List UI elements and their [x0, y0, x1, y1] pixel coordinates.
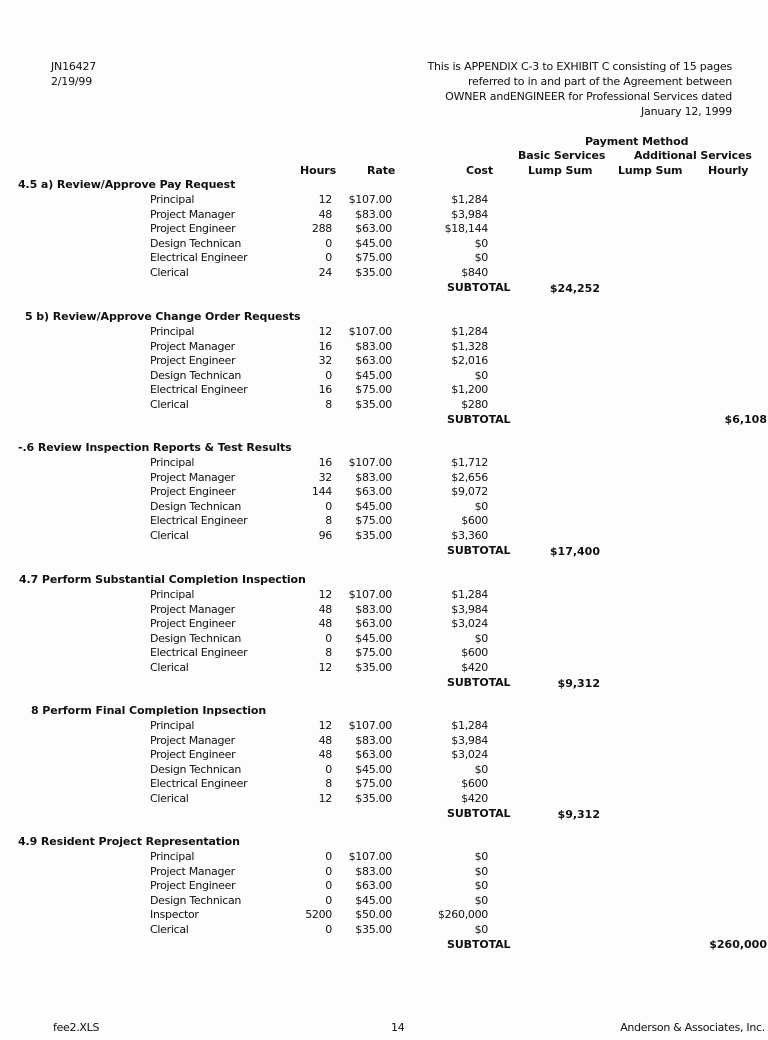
subtotal-label: SUBTOTAL	[447, 280, 511, 294]
cost: $1,328	[451, 339, 488, 353]
rate: $107.00	[348, 719, 392, 732]
hours-column-header: Hours	[300, 164, 337, 177]
table-row	[0, 865, 768, 880]
section-title: 4.5 a) Review/Approve Pay Request	[18, 178, 236, 191]
table-row	[0, 222, 768, 237]
role: Project Engineer	[150, 617, 236, 631]
hours: 16	[318, 383, 332, 397]
table-row	[0, 850, 768, 865]
rate: $75.00	[355, 383, 392, 397]
table-row	[0, 777, 768, 792]
cost: $1,284	[451, 719, 488, 732]
cost: $0	[474, 893, 488, 907]
rate: $63.00	[355, 222, 392, 236]
cost: $1,284	[451, 588, 488, 601]
table-row	[0, 792, 768, 807]
hours: 12	[318, 193, 332, 206]
hourly-column-header: Hourly	[708, 164, 749, 177]
cost: $280	[461, 398, 488, 411]
role: Project Manager	[150, 864, 235, 878]
hours: 144	[311, 485, 332, 499]
hours: 48	[318, 748, 332, 762]
role: Clerical	[150, 792, 189, 805]
cost: $3,984	[451, 602, 488, 616]
hours: 0	[325, 923, 332, 936]
hours: 0	[325, 893, 332, 907]
role: Project Engineer	[150, 485, 236, 499]
additional-services-header: Additional Services	[634, 149, 752, 162]
role: Electrical Engineer	[150, 383, 248, 397]
subtotal-label: SUBTOTAL	[447, 937, 511, 951]
subtotal-basic-lump-sum: $24,252	[549, 282, 600, 295]
subtotal-basic-lump-sum: $9,312	[557, 677, 600, 690]
hours: 8	[325, 514, 332, 528]
section-title: 5 b) Review/Approve Change Order Requests	[25, 310, 301, 323]
rate: $75.00	[355, 251, 392, 265]
rate: $35.00	[355, 792, 392, 805]
role: Clerical	[150, 398, 189, 411]
subtotal-label: SUBTOTAL	[447, 806, 511, 820]
footer-company: Anderson & Associates, Inc.	[620, 1021, 765, 1034]
table-row	[0, 485, 768, 500]
hours: 0	[325, 879, 332, 893]
rate: $107.00	[348, 588, 392, 601]
rate: $107.00	[348, 325, 392, 338]
rate: $35.00	[355, 266, 392, 279]
rate: $63.00	[355, 617, 392, 631]
cost: $840	[461, 266, 488, 279]
subtotal-label: SUBTOTAL	[447, 412, 511, 426]
table-row	[0, 588, 768, 603]
rate: $63.00	[355, 879, 392, 893]
cost: $2,656	[451, 470, 488, 484]
role: Project Engineer	[150, 354, 236, 368]
rate: $83.00	[355, 864, 392, 878]
cost: $260,000	[437, 908, 488, 922]
cost: $3,984	[451, 207, 488, 221]
hours: 48	[318, 617, 332, 631]
role: Principal	[150, 719, 195, 732]
hours: 24	[318, 266, 332, 279]
role: Project Manager	[150, 733, 235, 747]
footer-page-number: 14	[391, 1021, 405, 1034]
hours: 12	[318, 325, 332, 338]
hours: 16	[318, 456, 332, 469]
table-row	[0, 879, 768, 894]
hours: 12	[318, 661, 332, 674]
cost: $1,284	[451, 325, 488, 338]
role: Project Manager	[150, 470, 235, 484]
subtotal-label: SUBTOTAL	[447, 675, 511, 689]
cost: $0	[474, 251, 488, 265]
cost: $600	[461, 777, 488, 791]
cost: $1,284	[451, 193, 488, 206]
role: Design Technican	[150, 762, 242, 776]
hours: 16	[318, 339, 332, 353]
payment-method-header: Payment Method	[585, 135, 689, 148]
cost: $0	[474, 850, 488, 863]
hours: 0	[325, 850, 332, 863]
appendix-line: OWNER andENGINEER for Professional Services dated	[445, 90, 732, 103]
hours: 96	[318, 529, 332, 542]
rate: $63.00	[355, 748, 392, 762]
cost: $3,984	[451, 733, 488, 747]
role: Project Manager	[150, 339, 235, 353]
hours: 32	[318, 470, 332, 484]
appendix-line: This is APPENDIX C-3 to EXHIBIT C consisting of 15 pages	[427, 60, 732, 73]
rate: $63.00	[355, 485, 392, 499]
basic-services-header: Basic Services	[518, 149, 606, 162]
table-row	[0, 398, 768, 413]
role: Design Technican	[150, 499, 242, 513]
appendix-line: January 12, 1999	[641, 105, 732, 118]
table-row	[0, 529, 768, 544]
appendix-line: referred to in and part of the Agreement between	[467, 75, 732, 88]
table-row	[0, 514, 768, 529]
role: Design Technican	[150, 631, 242, 645]
section-title: 4.9 Resident Project Representation	[18, 835, 240, 848]
hours: 0	[325, 631, 332, 645]
role: Clerical	[150, 529, 189, 542]
rate-column-header: Rate	[367, 164, 396, 177]
section-title: 4.7 Perform Substantial Completion Inspection	[19, 573, 306, 586]
cost-column-header: Cost	[466, 164, 494, 177]
document-date: 2/19/99	[51, 75, 93, 88]
cost: $3,360	[451, 529, 488, 542]
rate: $107.00	[348, 850, 392, 863]
table-row	[0, 266, 768, 281]
document-header-left	[51, 59, 96, 89]
cost: $0	[474, 762, 488, 776]
hours: 12	[318, 719, 332, 732]
rate: $50.00	[355, 908, 392, 922]
hours: 8	[325, 777, 332, 791]
rate: $35.00	[355, 529, 392, 542]
hours: 8	[325, 398, 332, 411]
hours: 48	[318, 207, 332, 221]
role: Principal	[150, 588, 195, 601]
rate: $75.00	[355, 777, 392, 791]
section-title: 8 Perform Final Completion Inpsection	[31, 704, 267, 717]
footer-filename: fee2.XLS	[53, 1021, 100, 1034]
table-row	[0, 923, 768, 938]
table-row	[0, 646, 768, 661]
rate: $45.00	[355, 631, 392, 645]
cost: $2,016	[451, 354, 488, 368]
table-row	[0, 208, 768, 223]
table-row	[0, 632, 768, 647]
table-row	[0, 237, 768, 252]
cost: $3,024	[451, 748, 488, 762]
table-row	[0, 369, 768, 384]
rate: $83.00	[355, 470, 392, 484]
hours: 288	[311, 222, 332, 236]
hours: 0	[325, 251, 332, 265]
appendix-statement	[427, 59, 732, 119]
rate: $35.00	[355, 923, 392, 936]
rate: $35.00	[355, 398, 392, 411]
section-title: -.6 Review Inspection Reports & Test Results	[18, 441, 292, 454]
role: Principal	[150, 193, 195, 206]
cost: $1,712	[451, 456, 488, 469]
job-number: JN16427	[51, 60, 97, 73]
rate: $45.00	[355, 893, 392, 907]
table-row	[0, 748, 768, 763]
rate: $83.00	[355, 339, 392, 353]
role: Project Engineer	[150, 222, 236, 236]
table-row	[0, 500, 768, 515]
cost: $600	[461, 514, 488, 528]
table-row	[0, 719, 768, 734]
cost: $0	[474, 864, 488, 878]
role: Design Technican	[150, 368, 242, 382]
role: Design Technican	[150, 893, 242, 907]
cost: $0	[474, 879, 488, 893]
role: Clerical	[150, 923, 189, 936]
cost: $420	[461, 792, 488, 805]
rate: $45.00	[355, 499, 392, 513]
role: Principal	[150, 325, 195, 338]
role: Principal	[150, 850, 195, 863]
subtotal-basic-lump-sum: $9,312	[557, 808, 600, 821]
role: Inspector	[150, 908, 199, 922]
table-row	[0, 456, 768, 471]
table-row	[0, 251, 768, 266]
table-row	[0, 354, 768, 369]
rate: $75.00	[355, 514, 392, 528]
hours: 5200	[305, 908, 332, 922]
role: Project Engineer	[150, 879, 236, 893]
cost: $1,200	[451, 383, 488, 397]
cost: $0	[474, 368, 488, 382]
cost: $3,024	[451, 617, 488, 631]
role: Clerical	[150, 266, 189, 279]
hours: 32	[318, 354, 332, 368]
hours: 0	[325, 762, 332, 776]
role: Principal	[150, 456, 195, 469]
cost: $0	[474, 631, 488, 645]
rate: $83.00	[355, 602, 392, 616]
role: Electrical Engineer	[150, 514, 248, 528]
cost: $0	[474, 236, 488, 250]
rate: $83.00	[355, 207, 392, 221]
hours: 48	[318, 602, 332, 616]
role: Electrical Engineer	[150, 251, 248, 265]
rate: $45.00	[355, 368, 392, 382]
cost: $9,072	[451, 485, 488, 499]
subtotal-hourly: $6,108	[724, 412, 767, 426]
table-row	[0, 340, 768, 355]
role: Project Manager	[150, 207, 235, 221]
additional-lump-sum-header: Lump Sum	[618, 164, 683, 177]
hours: 12	[318, 792, 332, 805]
table-row	[0, 471, 768, 486]
subtotal-hourly: $260,000	[709, 937, 767, 951]
hours: 12	[318, 588, 332, 601]
hours: 8	[325, 646, 332, 660]
cost: $18,144	[444, 222, 488, 236]
role: Project Engineer	[150, 748, 236, 762]
role: Project Manager	[150, 602, 235, 616]
cost: $420	[461, 661, 488, 674]
rate: $45.00	[355, 236, 392, 250]
hours: 48	[318, 733, 332, 747]
subtotal-basic-lump-sum: $17,400	[549, 545, 600, 558]
rate: $75.00	[355, 646, 392, 660]
hours: 0	[325, 236, 332, 250]
basic-lump-sum-header: Lump Sum	[528, 164, 593, 177]
table-row	[0, 661, 768, 676]
rate: $63.00	[355, 354, 392, 368]
table-row	[0, 383, 768, 398]
table-row	[0, 734, 768, 749]
rate: $45.00	[355, 762, 392, 776]
role: Design Technican	[150, 236, 242, 250]
cost: $0	[474, 923, 488, 936]
table-row	[0, 908, 768, 923]
table-row	[0, 193, 768, 208]
table-row	[0, 894, 768, 909]
rate: $107.00	[348, 456, 392, 469]
rate: $35.00	[355, 661, 392, 674]
table-row	[0, 763, 768, 778]
rate: $83.00	[355, 733, 392, 747]
cost: $0	[474, 499, 488, 513]
table-row	[0, 325, 768, 340]
role: Clerical	[150, 661, 189, 674]
role: Electrical Engineer	[150, 777, 248, 791]
subtotal-label: SUBTOTAL	[447, 543, 511, 557]
hours: 0	[325, 368, 332, 382]
table-row	[0, 617, 768, 632]
hours: 0	[325, 499, 332, 513]
cost: $600	[461, 646, 488, 660]
role: Electrical Engineer	[150, 646, 248, 660]
hours: 0	[325, 864, 332, 878]
rate: $107.00	[348, 193, 392, 206]
table-row	[0, 603, 768, 618]
